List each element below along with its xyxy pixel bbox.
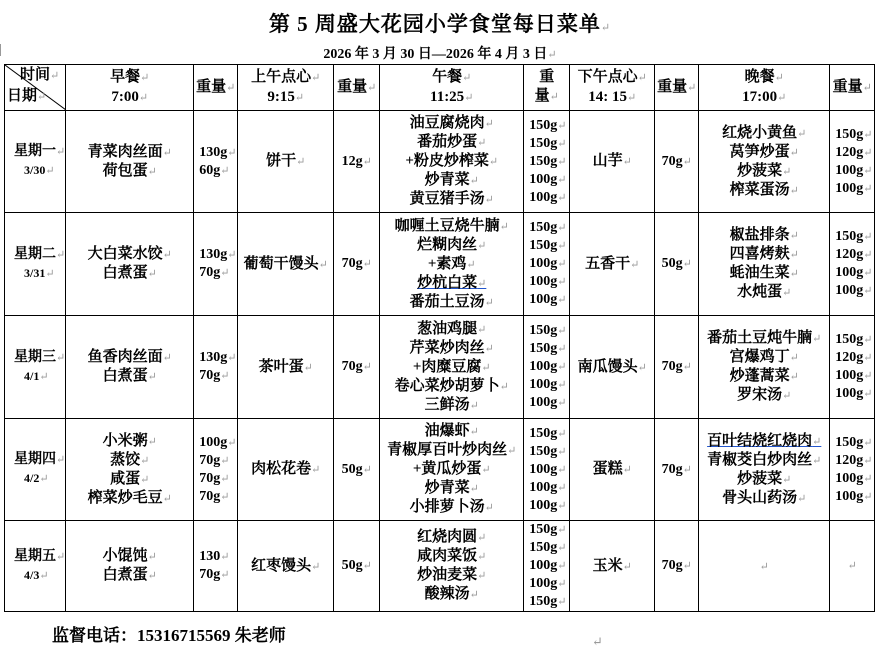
weight-value: 70g ↵: [199, 488, 237, 506]
weight-value: 150g ↵: [529, 117, 569, 135]
dish-item: 咸蛋 ↵: [66, 470, 193, 489]
weight-value: 50g ↵: [662, 256, 692, 271]
breakfast-weight-cell: [194, 419, 238, 521]
dish-item: 茶叶蛋 ↵: [259, 359, 313, 375]
snack-am-weight-cell: [334, 419, 380, 521]
weight-value: 100g ↵: [835, 264, 874, 282]
day-row: [5, 419, 875, 521]
snack-pm-cell: [570, 316, 655, 419]
breakfast-cell: [66, 316, 194, 419]
corner-date-label: 日期 ↵: [7, 87, 46, 107]
lunch-weight-cell: [524, 111, 570, 213]
weight-value: 100g ↵: [199, 434, 237, 452]
dish-item: 南瓜馒头 ↵: [578, 359, 647, 375]
dish-item: 油爆虾 ↵: [380, 422, 523, 441]
weight-value: 130g ↵: [199, 246, 237, 264]
menu-table: [4, 64, 875, 612]
snack-pm-cell: [570, 213, 655, 316]
dish-item: +粉皮炒榨菜 ↵: [380, 152, 523, 171]
weight-value: 100g ↵: [529, 358, 569, 376]
snack-pm-weight-cell: [655, 213, 699, 316]
dish-item: 卷心菜炒胡萝卜 ↵: [380, 377, 523, 396]
lunch-weight-cell: [524, 521, 570, 612]
day-cell: [5, 316, 66, 419]
dish-item: 葱油鸡腿 ↵: [380, 320, 523, 339]
snack-am-cell: [238, 316, 334, 419]
corner-time-label: 时间 ↵: [20, 66, 59, 86]
dish-item: 玉米 ↵: [593, 558, 632, 574]
dinner-cell: [699, 213, 830, 316]
lunch-cell: [380, 419, 524, 521]
paragraph-mark: ↵: [592, 634, 603, 649]
lunch-cell: [380, 316, 524, 419]
weight-value: 70g ↵: [199, 452, 237, 470]
dish-item: 蚝油生菜 ↵: [699, 264, 829, 283]
dish-item: 炒油麦菜 ↵: [380, 566, 523, 585]
weight-value: 130 ↵: [199, 548, 237, 566]
weight-header: 重量 ↵: [830, 65, 875, 111]
dish-item: 肉松花卷 ↵: [251, 461, 320, 477]
dinner-weight-cell: [830, 111, 875, 213]
weight-value: 130g ↵: [199, 144, 237, 162]
dish-item: 四喜烤麸 ↵: [699, 245, 829, 264]
weight-value: 120g ↵: [835, 349, 874, 367]
weight-value: 150g ↵: [835, 434, 874, 452]
dish-item: 炒蓬蒿菜 ↵: [699, 367, 829, 386]
weight-value: 70g ↵: [199, 264, 237, 282]
weekday: 星期三 ↵: [14, 349, 65, 367]
weekday: 星期二 ↵: [14, 246, 65, 264]
weight-value: 70g ↵: [662, 558, 692, 573]
dish-item: 罗宋汤 ↵: [699, 386, 829, 405]
snack-pm-header: 下午点心 ↵ 14: 15 ↵: [570, 65, 655, 111]
day-cell: [5, 111, 66, 213]
dish-item: 红烧肉圆 ↵: [380, 528, 523, 547]
date: 4/2 ↵: [14, 469, 65, 488]
dinner-weight-cell: [830, 316, 875, 419]
dish-item: 咖喱土豆烧牛腩 ↵: [380, 217, 523, 236]
breakfast-weight-cell: [194, 316, 238, 419]
weight-value: 50g ↵: [342, 558, 372, 573]
dish-item: 荷包蛋 ↵: [66, 162, 193, 181]
date-range: 2026 年 3 月 30 日—2026 年 4 月 3 日 ↵: [0, 43, 880, 63]
weight-value: 120g ↵: [835, 246, 874, 264]
weight-value: 70g ↵: [342, 256, 372, 271]
date: 4/1 ↵: [14, 367, 65, 386]
weekday: 星期四 ↵: [14, 451, 65, 469]
weight-value: 100g ↵: [835, 367, 874, 385]
weight-value: 150g ↵: [529, 135, 569, 153]
weight-value: 100g ↵: [529, 575, 569, 593]
dish-item: 小馄饨 ↵: [66, 547, 193, 566]
weight-value: 60g ↵: [199, 162, 237, 180]
weight-value: 150g ↵: [529, 219, 569, 237]
dish-item: 炒青菜 ↵: [380, 171, 523, 190]
dish-item: 饼干 ↵: [266, 153, 305, 169]
weight-value: 50g ↵: [342, 462, 372, 477]
snack-am-weight-cell: [334, 316, 380, 419]
weight-value: 150g ↵: [529, 237, 569, 255]
snack-pm-weight-cell: [655, 316, 699, 419]
breakfast-cell: [66, 111, 194, 213]
dish-item: 咸肉菜饭 ↵: [380, 547, 523, 566]
snack-am-cell: [238, 521, 334, 612]
snack-am-cell: [238, 213, 334, 316]
dish-item: 蒸饺 ↵: [66, 451, 193, 470]
snack-pm-cell: [570, 111, 655, 213]
corner-cell: [5, 65, 66, 111]
weight-header: 重量 ↵: [334, 65, 380, 111]
snack-am-weight-cell: [334, 521, 380, 612]
dish-item: 莴笋炒蛋 ↵: [699, 143, 829, 162]
dinner-cell: [699, 521, 830, 612]
weight-value: 100g ↵: [529, 273, 569, 291]
weight-value: 120g ↵: [835, 144, 874, 162]
weight-value: 100g ↵: [529, 497, 569, 515]
lunch-cell: [380, 213, 524, 316]
dinner-weight-cell: [830, 213, 875, 316]
dinner-cell: [699, 316, 830, 419]
day-cell: [5, 521, 66, 612]
dish-item: 小米粥 ↵: [66, 432, 193, 451]
weight-value: 100g ↵: [835, 488, 874, 506]
dish-item: 炒菠菜 ↵: [699, 162, 829, 181]
dish-item: 黄豆猪手汤 ↵: [380, 190, 523, 209]
dish-item: 五香干 ↵: [585, 256, 639, 272]
breakfast-cell: [66, 213, 194, 316]
dish-item: 油豆腐烧肉 ↵: [380, 114, 523, 133]
lunch-weight-cell: [524, 419, 570, 521]
weight-value: 70g ↵: [662, 359, 692, 374]
weight-value: 70g ↵: [199, 566, 237, 584]
dish-item: 榨菜炒毛豆 ↵: [66, 489, 193, 508]
dish-item: 榨菜蛋汤 ↵: [699, 181, 829, 200]
dish-item: 青菜肉丝面 ↵: [66, 143, 193, 162]
weight-value: 70g ↵: [662, 154, 692, 169]
dish-item: 小排萝卜汤 ↵: [380, 498, 523, 517]
weight-value: 150g ↵: [529, 539, 569, 557]
dish-item: 番茄炒蛋 ↵: [380, 133, 523, 152]
dish-item: 青椒厚百叶炒肉丝 ↵: [380, 441, 523, 460]
dish-item: 蛋糕 ↵: [593, 461, 632, 477]
dish-item: +肉糜豆腐 ↵: [380, 358, 523, 377]
dish-item: 三鲜汤 ↵: [380, 396, 523, 415]
dinner-weight-cell: [830, 419, 875, 521]
lunch-weight-cell: [524, 213, 570, 316]
weight-value: 130g ↵: [199, 349, 237, 367]
weight-value: 70g ↵: [662, 462, 692, 477]
weight-value: 100g ↵: [529, 171, 569, 189]
weekday: 星期一 ↵: [14, 143, 65, 161]
weekday: 星期五 ↵: [14, 548, 65, 566]
header-row: [5, 65, 875, 111]
dish-item: 椒盐排条 ↵: [699, 226, 829, 245]
date: 4/3 ↵: [14, 566, 65, 585]
dish-item: 青椒茭白炒肉丝 ↵: [699, 451, 829, 470]
snack-pm-weight-cell: [655, 521, 699, 612]
dish-item: 白煮蛋 ↵: [66, 367, 193, 386]
weight-value: 100g ↵: [529, 557, 569, 575]
weight-value: 150g ↵: [529, 443, 569, 461]
breakfast-weight-cell: [194, 521, 238, 612]
snack-pm-cell: [570, 521, 655, 612]
weight-value: 150g ↵: [529, 425, 569, 443]
weight-value: 100g ↵: [835, 180, 874, 198]
dinner-weight-cell: [830, 521, 875, 612]
weight-value: 150g ↵: [529, 521, 569, 539]
weight-value: 100g ↵: [529, 394, 569, 412]
dish-item: 骨头山药汤 ↵: [699, 489, 829, 508]
dish-item: 炒青菜 ↵: [380, 479, 523, 498]
weight-value: 100g ↵: [529, 291, 569, 309]
date: 3/30 ↵: [14, 161, 65, 180]
dish-item: 芹菜炒肉丝 ↵: [380, 339, 523, 358]
weight-value: 70g ↵: [199, 367, 237, 385]
dish-item: 烂糊肉丝 ↵: [380, 236, 523, 255]
dish-item: 大白菜水饺 ↵: [66, 245, 193, 264]
page-title: 第 5 周盛大花园小学食堂每日菜单 ↵: [0, 8, 880, 38]
snack-pm-weight-cell: [655, 419, 699, 521]
day-row: [5, 111, 875, 213]
breakfast-weight-cell: [194, 111, 238, 213]
weight-value: 150g ↵: [835, 331, 874, 349]
weight-value: 12g ↵: [342, 154, 372, 169]
weight-value: 70g ↵: [199, 470, 237, 488]
day-cell: [5, 213, 66, 316]
lunch-cell: [380, 521, 524, 612]
snack-am-weight-cell: [334, 213, 380, 316]
dish-item: 番茄土豆炖牛腩 ↵: [699, 329, 829, 348]
snack-pm-cell: [570, 419, 655, 521]
weight-value: 150g ↵: [529, 593, 569, 611]
weight-value: 100g ↵: [835, 470, 874, 488]
snack-am-header: 上午点心 ↵ 9:15 ↵: [238, 65, 334, 111]
breakfast-weight-cell: [194, 213, 238, 316]
dish-item: 白煮蛋 ↵: [66, 264, 193, 283]
dish-item: +黄瓜炒蛋 ↵: [380, 460, 523, 479]
weight-value: 70g ↵: [342, 359, 372, 374]
weight-value: 150g ↵: [529, 322, 569, 340]
weight-value: 100g ↵: [529, 189, 569, 207]
snack-am-weight-cell: [334, 111, 380, 213]
weight-value: 100g ↵: [835, 282, 874, 300]
dish-item: 宫爆鸡丁 ↵: [699, 348, 829, 367]
weight-value: 150g ↵: [529, 340, 569, 358]
dish-item: 葡萄干馒头 ↵: [244, 256, 328, 272]
weight-value: 100g ↵: [529, 479, 569, 497]
breakfast-cell: [66, 521, 194, 612]
supervision-phone: 监督电话：15316715569 朱老师: [52, 626, 286, 645]
weight-value: 150g ↵: [529, 153, 569, 171]
day-row: [5, 316, 875, 419]
weight-value: 150g ↵: [835, 228, 874, 246]
weight-value: 150g ↵: [835, 126, 874, 144]
dinner-header: 晚餐 ↵ 17:00 ↵: [699, 65, 830, 111]
weight-value: 100g ↵: [835, 385, 874, 403]
dish-item: 酸辣汤 ↵: [380, 585, 523, 604]
dish-item: 山芋 ↵: [593, 153, 632, 169]
snack-pm-weight-cell: [655, 111, 699, 213]
lunch-weight-cell: [524, 316, 570, 419]
weight-value: 100g ↵: [529, 461, 569, 479]
dish-item: +素鸡 ↵: [380, 255, 523, 274]
dish-item: 红烧小黄鱼 ↵: [699, 124, 829, 143]
weight-value: 100g ↵: [529, 255, 569, 273]
weight-header: 重量 ↵: [194, 65, 238, 111]
day-row: [5, 521, 875, 612]
dish-item: 百叶结烧红烧肉 ↵: [699, 432, 829, 451]
dish-item: 番茄土豆汤 ↵: [380, 293, 523, 312]
breakfast-cell: [66, 419, 194, 521]
day-row: [5, 213, 875, 316]
lunch-header: 午餐 ↵ 11:25 ↵: [380, 65, 524, 111]
weight-value: 100g ↵: [529, 376, 569, 394]
day-cell: [5, 419, 66, 521]
weight-header: 重 量 ↵: [524, 65, 570, 111]
weight-value: 120g ↵: [835, 452, 874, 470]
dinner-cell: [699, 111, 830, 213]
dish-item: 水炖蛋 ↵: [699, 283, 829, 302]
dish-item: 炒杭白菜 ↵: [380, 274, 523, 293]
breakfast-header: 早餐 ↵ 7:00 ↵: [66, 65, 194, 111]
snack-am-cell: [238, 419, 334, 521]
dinner-cell: [699, 419, 830, 521]
dish-item: 鱼香肉丝面 ↵: [66, 348, 193, 367]
date: 3/31 ↵: [14, 264, 65, 283]
weight-value: 100g ↵: [835, 162, 874, 180]
dish-item: 白煮蛋 ↵: [66, 566, 193, 585]
lunch-cell: [380, 111, 524, 213]
snack-am-cell: [238, 111, 334, 213]
weight-header: 重量 ↵: [655, 65, 699, 111]
dish-item: 炒菠菜 ↵: [699, 470, 829, 489]
dish-item: 红枣馒头 ↵: [251, 558, 320, 574]
